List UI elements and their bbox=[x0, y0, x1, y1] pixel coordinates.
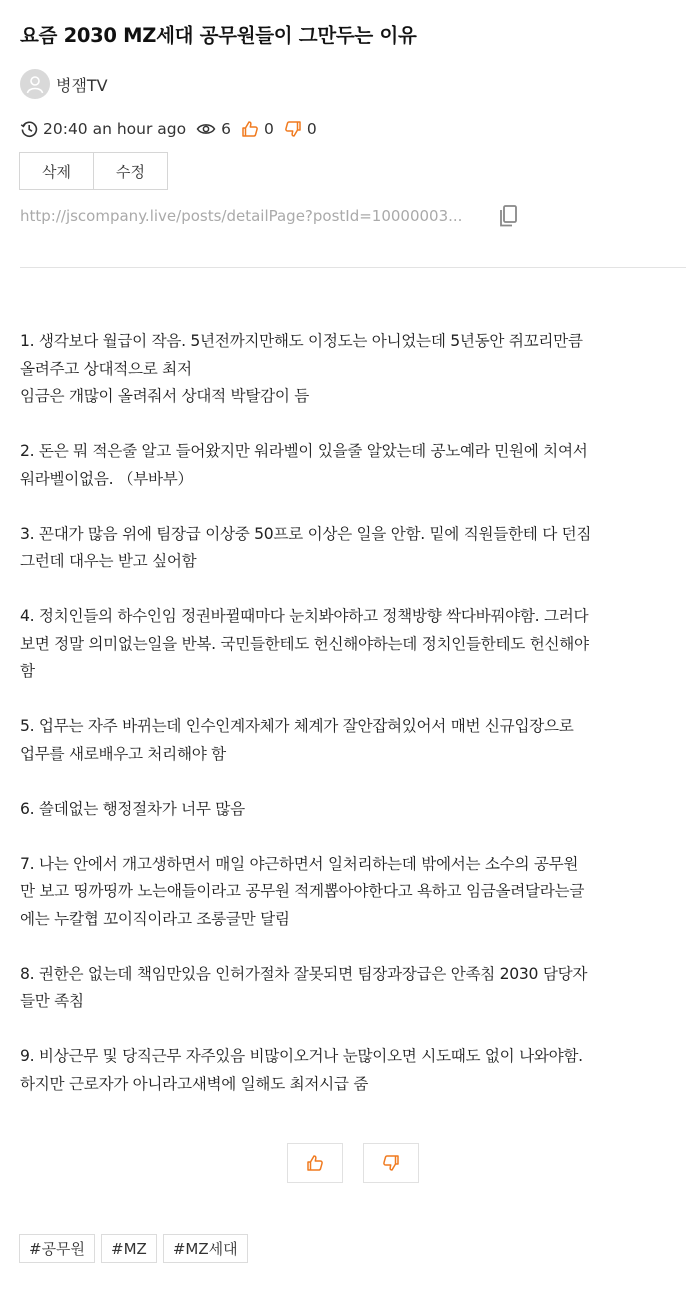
like-button[interactable] bbox=[287, 1143, 343, 1183]
divider bbox=[20, 267, 686, 268]
tag-list bbox=[19, 1234, 254, 1263]
post-actions bbox=[19, 152, 168, 190]
eye-icon bbox=[196, 121, 216, 137]
author-info bbox=[20, 68, 108, 100]
clock-icon bbox=[20, 120, 38, 138]
like-count: 0 bbox=[263, 120, 274, 138]
thumbs-up-icon bbox=[306, 1154, 324, 1172]
post-content bbox=[20, 328, 692, 1126]
user-icon bbox=[25, 74, 45, 94]
content-paragraph: 8. 권한은 없는데 책임만있음 인허가절차 잘못되면 팀장과장급은 안족침 2030 담당자 들만 족침 bbox=[20, 964, 588, 1010]
post-title: 요즘 2030 MZ세대 공무원들이 그만두는 이유 bbox=[20, 24, 417, 47]
content-paragraph: 3. 꼰대가 많음 위에 팀장급 이상중 50프로 이상은 일을 안함. 밑에 직원들한테 다 던짐 그런데 대우는 받고 싶어함 bbox=[20, 524, 592, 570]
thumbs-up-icon[interactable] bbox=[241, 120, 259, 138]
content-paragraph: 6. 쓸데없는 행정절차가 너무 많음 bbox=[20, 799, 245, 818]
dislike-button[interactable] bbox=[363, 1143, 419, 1183]
content-paragraph: 2. 돈은 뭐 적은줄 알고 들어왔지만 워라벨이 있을줄 알았는데 공노예라 민원에 치여서 워라벨이없음. （부바부） bbox=[20, 442, 588, 488]
thumbs-down-icon bbox=[382, 1154, 400, 1172]
copy-icon[interactable] bbox=[498, 204, 518, 228]
tag-chip[interactable]: #MZ bbox=[101, 1234, 157, 1263]
content-paragraph: 4. 정치인들의 하수인임 정권바뀔때마다 눈치봐야하고 정책방향 싹다바꿔야함. 그러다 보면 정말 의미없는일을 반복. 국민들한테도 헌신해야하는데 정치인들한테도 헌신해야 함 bbox=[20, 607, 589, 680]
thumbs-down-icon[interactable] bbox=[284, 120, 302, 138]
vote-buttons bbox=[287, 1143, 419, 1183]
dislike-count: 0 bbox=[306, 120, 317, 138]
share-url-row bbox=[20, 204, 518, 228]
post-time: 20:40 an hour ago bbox=[43, 120, 187, 138]
content-paragraph: 7. 나는 안에서 개고생하면서 매일 야근하면서 일처리하는데 밖에서는 소수의 공무원 만 보고 띵까띵까 노는애들이라고 공무원 적게뽑아야한다고 욕하고 임금올려달라는글 에는 누칼협 꼬이직이라고 조롱글만 달림 bbox=[20, 854, 585, 928]
post-url[interactable]: http://jscompany.live/posts/detailPage?postId=10000003... bbox=[20, 207, 463, 225]
author-name[interactable]: 병잼TV bbox=[56, 75, 108, 95]
content-paragraph: 5. 업무는 자주 바뀌는데 인수인계자체가 체계가 잘안잡혀있어서 매번 신규입장으로 업무를 새로배우고 처리해야 함 bbox=[20, 717, 574, 763]
avatar bbox=[20, 69, 50, 99]
tag-chip[interactable]: #공무원 bbox=[19, 1234, 95, 1263]
edit-button[interactable]: 수정 bbox=[93, 152, 168, 190]
delete-button[interactable]: 삭제 bbox=[19, 152, 94, 190]
view-count: 6 bbox=[221, 120, 231, 138]
post-meta bbox=[20, 117, 317, 141]
content-paragraph: 1. 생각보다 월급이 작음. 5년전까지만해도 이정도는 아니었는데 5년동안 쥐꼬리만큼 올려주고 상대적으로 최저 임금은 개많이 올려줘서 상대적 박탈감이 듬 bbox=[20, 332, 583, 405]
tag-chip[interactable]: #MZ세대 bbox=[163, 1234, 248, 1263]
content-paragraph: 9. 비상근무 및 당직근무 자주있음 비많이오거나 눈많이오면 시도때도 없이 나와야함. 하지만 근로자가 아니라고새벽에 일해도 최저시급 줌 bbox=[20, 1047, 583, 1093]
